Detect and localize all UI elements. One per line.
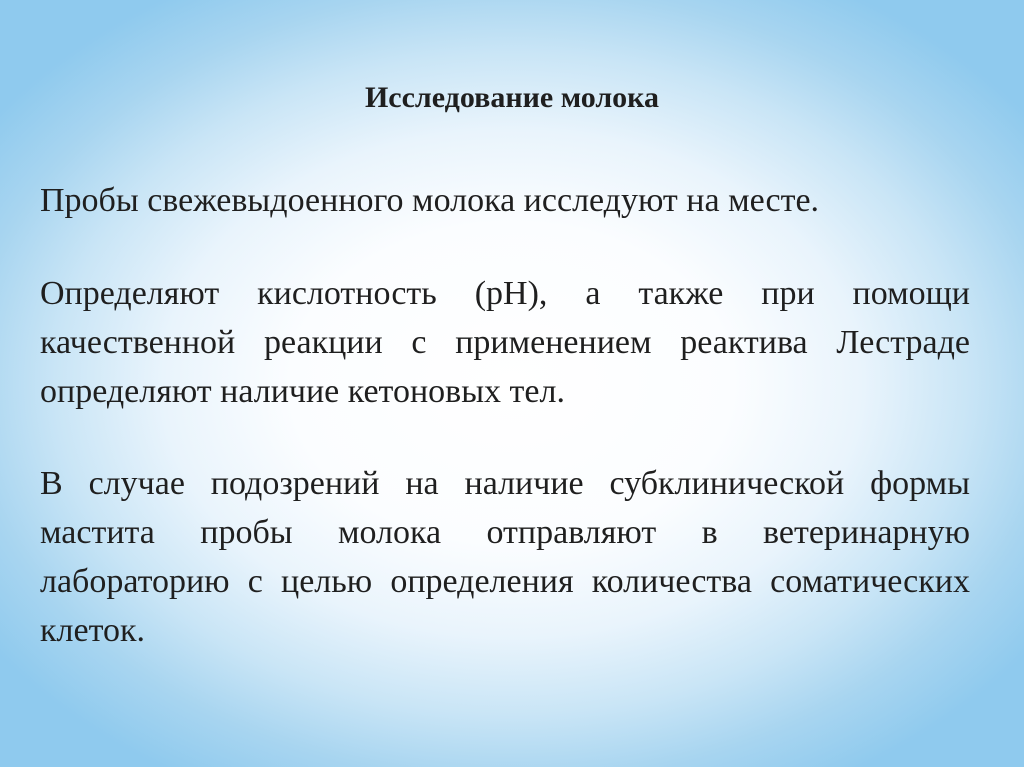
slide-title: Исследование молока (364, 81, 660, 114)
paragraph-fresh-milk-samples: Пробы свежевыдоенного молока исследуют на месте. (40, 182, 820, 219)
paragraph-acidity-ketones: Определяют кислотность (pH), а также при помощи качественной реакции с применением реактива Лестраде определяют наличие кетоновых тел. (40, 275, 970, 410)
paragraph-mastitis-lab: В случае подозрений на наличие субклинической формы мастита пробы молока отправляют в ветеринарную лабораторию с целью определения количества соматических клеток. (40, 465, 970, 649)
